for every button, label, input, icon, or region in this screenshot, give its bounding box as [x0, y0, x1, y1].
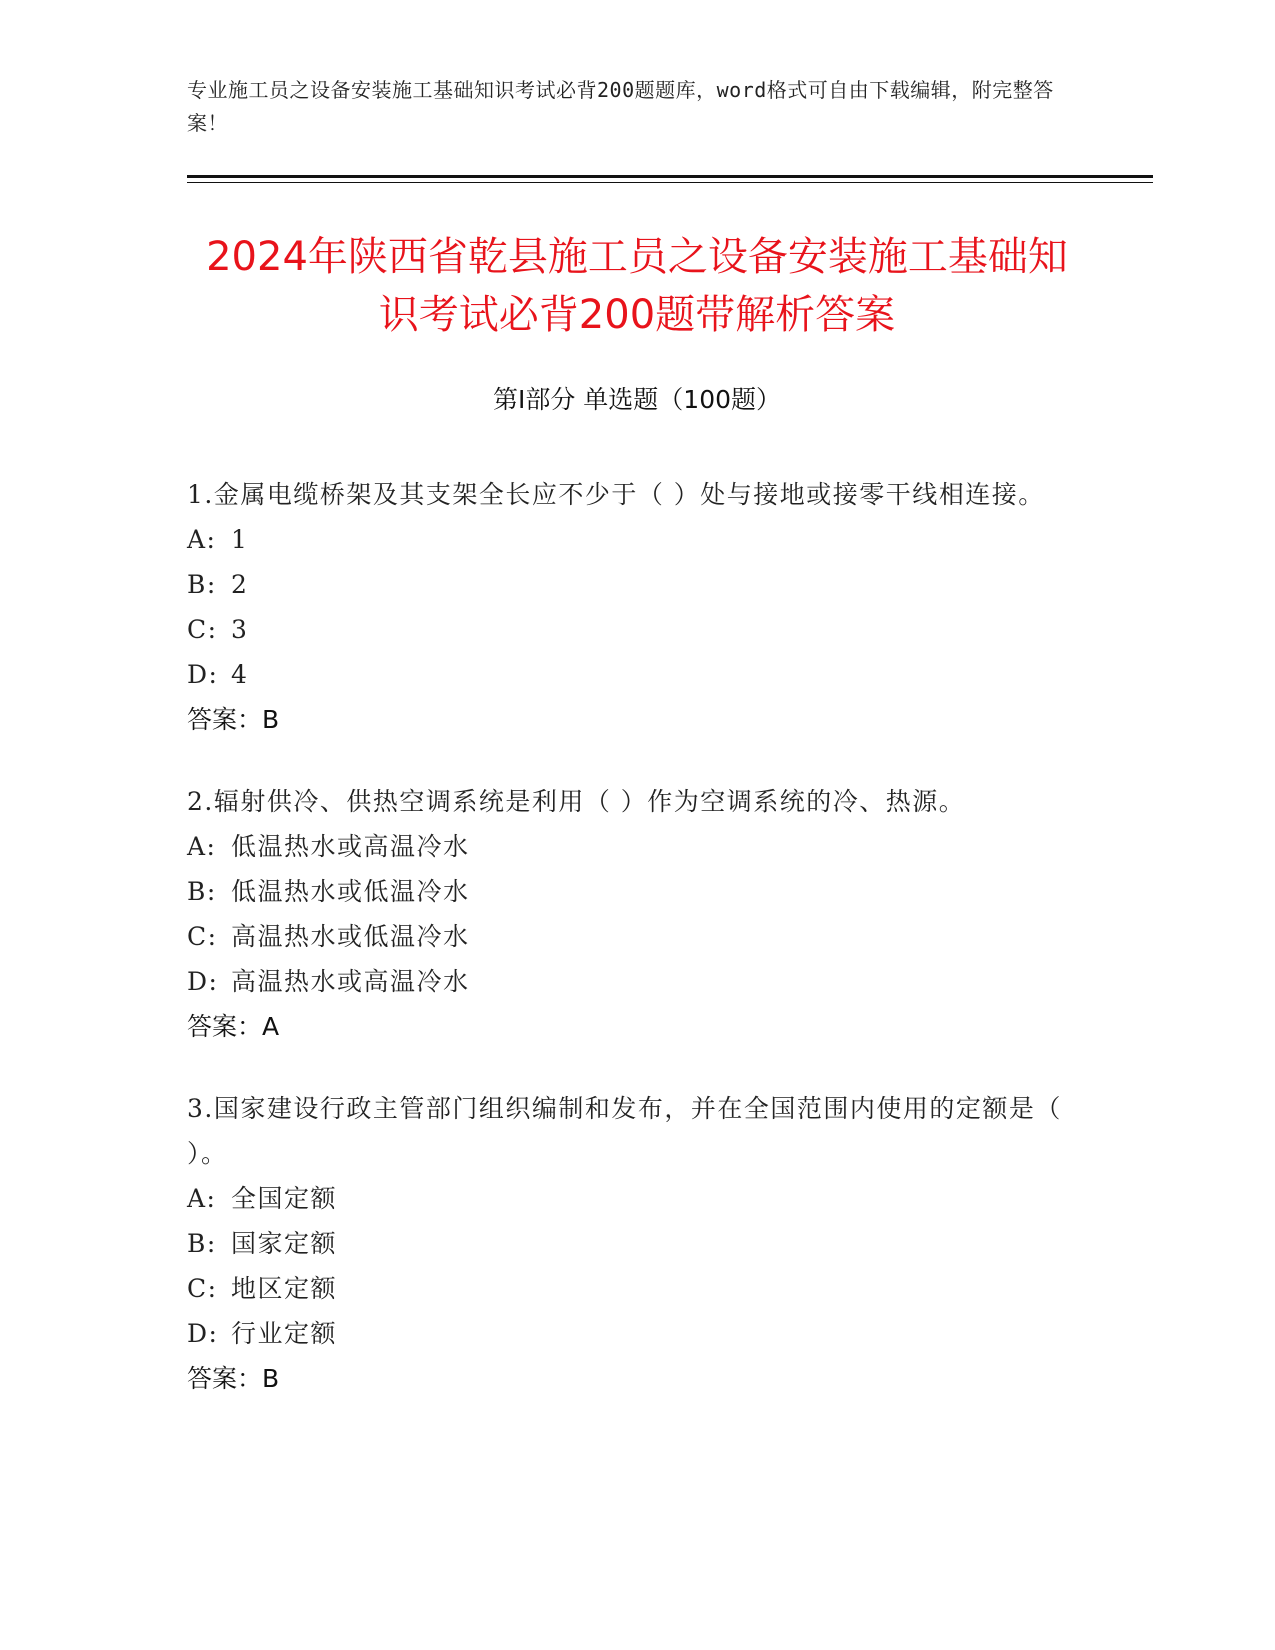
option-b [187, 869, 1077, 914]
option-a [187, 1176, 1077, 1221]
option-letter: D: [187, 1319, 219, 1348]
option-d [187, 959, 1077, 1004]
question-stem: 2.辐射供冷、供热空调系统是利用（ ）作为空调系统的冷、热源。 [187, 787, 966, 816]
option-text: 行业定额 [231, 1319, 338, 1348]
section-title: 第Ⅰ部分 单选题（100题） [492, 385, 782, 414]
option-letter: C: [187, 1274, 218, 1303]
question-3 [187, 1086, 1077, 1401]
question-stem: 1.金属电缆桥架及其支架全长应不少于（ ）处与接地或接零干线相连接。 [187, 480, 1045, 509]
option-text: 低温热水或低温冷水 [231, 877, 470, 906]
option-d [187, 1311, 1077, 1356]
header-note: 专业施工员之设备安装施工基础知识考试必背200题题库，word格式可自由下载编辑，附完整答案！ [187, 78, 1054, 135]
question-1 [187, 472, 1077, 742]
option-letter: A: [187, 525, 217, 554]
option-letter: D: [187, 967, 219, 996]
question-stem: 3.国家建设行政主管部门组织编制和发布，并在全国范围内使用的定额是（ ）。 [187, 1094, 1062, 1168]
question-2 [187, 779, 1077, 1049]
header-divider-thick [187, 175, 1153, 178]
question-list [187, 472, 1077, 1438]
option-letter: B: [187, 570, 217, 599]
option-a [187, 824, 1077, 869]
option-letter: A: [187, 1184, 217, 1213]
option-text: 高温热水或低温冷水 [231, 922, 470, 951]
option-c [187, 607, 1077, 652]
option-letter: D: [187, 660, 219, 689]
option-text: 1 [231, 525, 249, 554]
option-text: 4 [231, 660, 249, 689]
option-a [187, 517, 1077, 562]
option-b [187, 1221, 1077, 1266]
option-text: 3 [231, 615, 249, 644]
option-text: 2 [231, 570, 249, 599]
option-c [187, 914, 1077, 959]
answer: 答案：B [187, 1364, 280, 1393]
header-divider-thin [187, 182, 1153, 183]
option-letter: B: [187, 877, 217, 906]
option-c [187, 1266, 1077, 1311]
option-text: 国家定额 [231, 1229, 338, 1258]
option-letter: C: [187, 615, 218, 644]
option-letter: C: [187, 922, 218, 951]
option-text: 高温热水或高温冷水 [231, 967, 470, 996]
document-title: 2024年陕西省乾县施工员之设备安装施工基础知识考试必背200题带解析答案 [206, 234, 1068, 338]
answer: 答案：B [187, 705, 280, 734]
option-letter: A: [187, 832, 217, 861]
option-letter: B: [187, 1229, 217, 1258]
answer: 答案：A [187, 1012, 280, 1041]
option-text: 低温热水或高温冷水 [231, 832, 470, 861]
option-text: 全国定额 [231, 1184, 338, 1213]
option-text: 地区定额 [231, 1274, 338, 1303]
option-b [187, 562, 1077, 607]
option-d [187, 652, 1077, 697]
